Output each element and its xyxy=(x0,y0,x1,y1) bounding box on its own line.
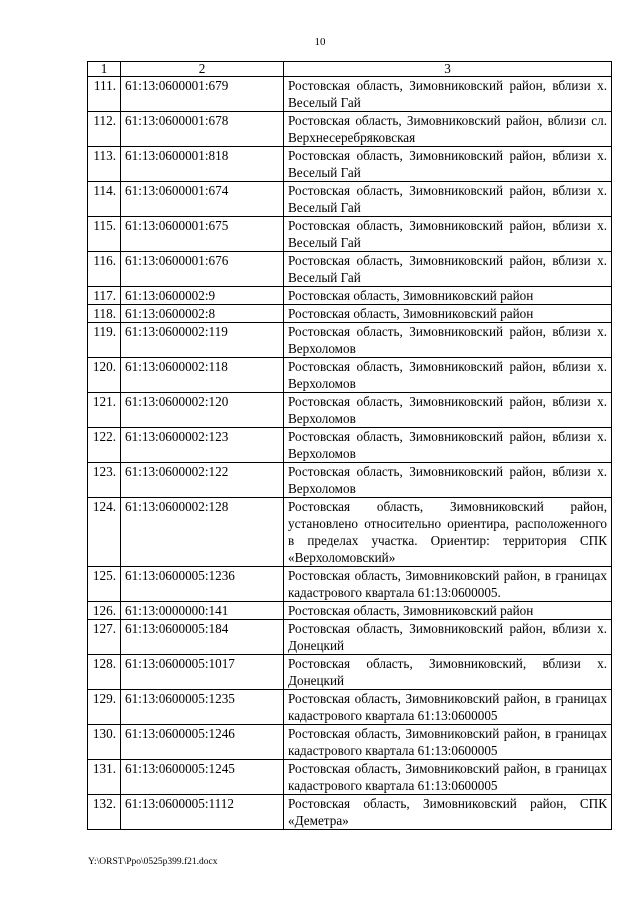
table-row xyxy=(88,760,612,795)
table-row xyxy=(88,463,612,498)
location-address: Ростовская область, Зимовниковский район, вблизи х. Донецкий xyxy=(284,620,612,655)
table-row xyxy=(88,620,612,655)
cadastral-number: 61:13:0600002:9 xyxy=(121,287,284,305)
cadastral-number: 61:13:0600001:676 xyxy=(121,252,284,287)
table-row xyxy=(88,305,612,323)
table-header-row xyxy=(88,62,612,77)
cadastral-number: 61:13:0600001:674 xyxy=(121,182,284,217)
table-row xyxy=(88,795,612,830)
row-number: 128. xyxy=(88,655,121,690)
location-address: Ростовская область, Зимовниковский район, в границах кадастрового квартала 61:13:0600005. xyxy=(284,567,612,602)
table-row xyxy=(88,77,612,112)
file-path-footer: Y:\ORST\Ppo\0525p399.f21.docx xyxy=(88,857,218,867)
cadastral-number: 61:13:0600002:128 xyxy=(121,498,284,567)
location-address: Ростовская область, Зимовниковский, вблизи х. Донецкий xyxy=(284,655,612,690)
location-address: Ростовская область, Зимовниковский район, СПК «Деметра» xyxy=(284,795,612,830)
page-number: 10 xyxy=(314,36,326,48)
cadastral-number: 61:13:0600002:122 xyxy=(121,463,284,498)
table-row xyxy=(88,147,612,182)
cadastral-number: 61:13:0600001:675 xyxy=(121,217,284,252)
cadastral-number: 61:13:0600001:678 xyxy=(121,112,284,147)
location-address: Ростовская область, Зимовниковский район xyxy=(284,602,612,620)
cadastral-number: 61:13:0600001:679 xyxy=(121,77,284,112)
column-header-3: 3 xyxy=(284,62,612,77)
column-header-2: 2 xyxy=(121,62,284,77)
table-row xyxy=(88,112,612,147)
row-number: 122. xyxy=(88,428,121,463)
table-row xyxy=(88,602,612,620)
table-row xyxy=(88,217,612,252)
cadastral-number: 61:13:0600005:1112 xyxy=(121,795,284,830)
location-address: Ростовская область, Зимовниковский район, вблизи х. Веселый Гай xyxy=(284,252,612,287)
location-address: Ростовская область, Зимовниковский район, установлено относительно ориентира, расположенного в пределах участка. Ориентир: территория СПК «Верхоломовский» xyxy=(284,498,612,567)
location-address: Ростовская область, Зимовниковский район, вблизи х. Верхоломов xyxy=(284,428,612,463)
row-number: 114. xyxy=(88,182,121,217)
location-address: Ростовская область, Зимовниковский район, в границах кадастрового квартала 61:13:0600005 xyxy=(284,725,612,760)
table-row xyxy=(88,182,612,217)
cadastral-number: 61:13:0600005:1246 xyxy=(121,725,284,760)
table-row xyxy=(88,690,612,725)
row-number: 130. xyxy=(88,725,121,760)
cadastral-number: 61:13:0600002:120 xyxy=(121,393,284,428)
cadastral-number: 61:13:0600002:119 xyxy=(121,323,284,358)
table-row xyxy=(88,567,612,602)
cadastral-number: 61:13:0600005:1245 xyxy=(121,760,284,795)
table-row xyxy=(88,393,612,428)
cadastral-number: 61:13:0600005:1017 xyxy=(121,655,284,690)
location-address: Ростовская область, Зимовниковский район, в границах кадастрового квартала 61:13:0600005 xyxy=(284,690,612,725)
table-row xyxy=(88,498,612,567)
row-number: 118. xyxy=(88,305,121,323)
row-number: 119. xyxy=(88,323,121,358)
row-number: 127. xyxy=(88,620,121,655)
row-number: 124. xyxy=(88,498,121,567)
column-header-1: 1 xyxy=(88,62,121,77)
cadastral-number: 61:13:0600005:1235 xyxy=(121,690,284,725)
table-row xyxy=(88,655,612,690)
row-number: 129. xyxy=(88,690,121,725)
location-address: Ростовская область, Зимовниковский район, вблизи сл. Верхнесеребряковская xyxy=(284,112,612,147)
row-number: 125. xyxy=(88,567,121,602)
cadastral-number: 61:13:0600002:118 xyxy=(121,358,284,393)
location-address: Ростовская область, Зимовниковский район, вблизи х. Верхоломов xyxy=(284,463,612,498)
table-row xyxy=(88,252,612,287)
row-number: 111. xyxy=(88,77,121,112)
row-number: 120. xyxy=(88,358,121,393)
cadastral-number: 61:13:0000000:141 xyxy=(121,602,284,620)
location-address: Ростовская область, Зимовниковский район, в границах кадастрового квартала 61:13:0600005 xyxy=(284,760,612,795)
row-number: 121. xyxy=(88,393,121,428)
row-number: 131. xyxy=(88,760,121,795)
row-number: 112. xyxy=(88,112,121,147)
location-address: Ростовская область, Зимовниковский район, вблизи х. Веселый Гай xyxy=(284,217,612,252)
table-row xyxy=(88,358,612,393)
location-address: Ростовская область, Зимовниковский район, вблизи х. Верхоломов xyxy=(284,323,612,358)
table-row xyxy=(88,323,612,358)
location-address: Ростовская область, Зимовниковский район xyxy=(284,287,612,305)
location-address: Ростовская область, Зимовниковский район, вблизи х. Веселый Гай xyxy=(284,77,612,112)
location-address: Ростовская область, Зимовниковский район, вблизи х. Верхоломов xyxy=(284,358,612,393)
row-number: 113. xyxy=(88,147,121,182)
location-address: Ростовская область, Зимовниковский район, вблизи х. Веселый Гай xyxy=(284,147,612,182)
cadastral-number: 61:13:0600002:8 xyxy=(121,305,284,323)
location-address: Ростовская область, Зимовниковский район, вблизи х. Верхоломов xyxy=(284,393,612,428)
row-number: 116. xyxy=(88,252,121,287)
location-address: Ростовская область, Зимовниковский район xyxy=(284,305,612,323)
row-number: 132. xyxy=(88,795,121,830)
cadastral-number: 61:13:0600005:1236 xyxy=(121,567,284,602)
row-number: 126. xyxy=(88,602,121,620)
table-row xyxy=(88,428,612,463)
cadastral-number: 61:13:0600002:123 xyxy=(121,428,284,463)
cadastral-table xyxy=(87,61,612,830)
location-address: Ростовская область, Зимовниковский район, вблизи х. Веселый Гай xyxy=(284,182,612,217)
row-number: 117. xyxy=(88,287,121,305)
row-number: 115. xyxy=(88,217,121,252)
row-number: 123. xyxy=(88,463,121,498)
table-row xyxy=(88,287,612,305)
cadastral-number: 61:13:0600005:184 xyxy=(121,620,284,655)
table-row xyxy=(88,725,612,760)
cadastral-number: 61:13:0600001:818 xyxy=(121,147,284,182)
